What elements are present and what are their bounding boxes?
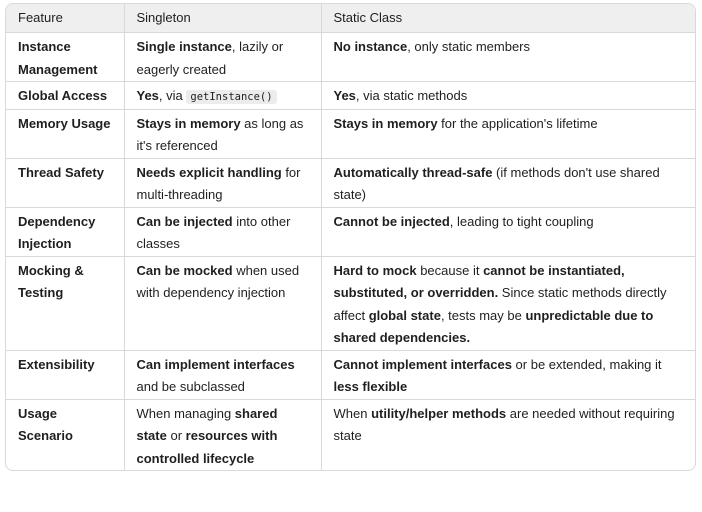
text-segment: for the application's lifetime <box>437 115 598 131</box>
static-class-cell <box>321 256 695 350</box>
text-segment: or <box>166 428 186 443</box>
static-class-cell <box>321 350 695 399</box>
table-row <box>6 350 695 399</box>
feature-cell: Global Access <box>6 82 124 110</box>
singleton-cell <box>124 109 321 158</box>
text-segment: , via <box>158 88 187 103</box>
table-row <box>6 158 695 207</box>
header-row <box>6 4 695 33</box>
code-snippet: getInstance() <box>186 90 276 104</box>
header-singleton: Singleton <box>124 4 321 33</box>
singleton-cell <box>124 256 321 350</box>
singleton-cell <box>124 158 321 207</box>
text-segment: , only static members <box>407 39 531 54</box>
bold-text: utility/helper methods <box>371 405 507 421</box>
table-row <box>6 33 695 82</box>
text-segment: , via static methods <box>355 88 468 103</box>
singleton-cell <box>124 350 321 399</box>
bold-text: Yes <box>333 88 356 103</box>
table-row <box>6 256 695 350</box>
text-segment: When <box>333 405 372 421</box>
singleton-cell <box>124 207 321 256</box>
text-segment: (if methods don't use shared state) <box>333 164 660 202</box>
comparison-table <box>6 4 695 470</box>
comparison-table-container <box>5 3 696 471</box>
bold-text: Stays in memory <box>136 115 241 131</box>
table-body <box>6 33 695 471</box>
text-segment: when used with dependency injection <box>136 262 300 300</box>
table-row <box>6 109 695 158</box>
bold-text: Can be injected <box>136 213 233 229</box>
feature-cell: Dependency Injection <box>6 207 124 256</box>
text-segment: Since static methods directly affect <box>333 285 667 323</box>
static-class-cell <box>321 207 695 256</box>
text-segment: are needed without requiring state <box>333 405 675 443</box>
table-row <box>6 207 695 256</box>
text-segment: When managing <box>136 405 235 421</box>
feature-cell: Usage Scenario <box>18 405 73 443</box>
bold-text: Can be mocked <box>136 262 233 278</box>
bold-text: No instance <box>333 39 408 54</box>
singleton-cell <box>124 33 321 82</box>
text-segment: , tests may be <box>440 307 526 323</box>
bold-text: global state <box>368 307 441 323</box>
text-segment: and be subclassed <box>136 379 245 394</box>
bold-text: resources with controlled lifecycle <box>136 428 278 466</box>
feature-cell: Mocking & Testing <box>6 256 124 350</box>
bold-text: Stays in memory <box>333 115 438 131</box>
table-header <box>6 4 695 33</box>
text-segment: because it <box>416 262 484 278</box>
bold-text: Needs explicit handling <box>136 164 282 180</box>
header-feature: Feature <box>6 4 124 33</box>
feature-cell: Instance Management <box>6 33 124 82</box>
bold-text: Automatically thread-safe <box>333 164 493 180</box>
text-segment: or be extended, making it <box>511 356 662 372</box>
bold-text: Hard to mock <box>333 262 417 278</box>
bold-text: Single instance <box>136 39 232 54</box>
bold-text: Cannot implement interfaces <box>333 356 512 372</box>
singleton-cell <box>124 399 321 470</box>
text-segment: into other classes <box>136 213 291 251</box>
feature-cell: Extensibility <box>6 350 124 399</box>
table-row <box>6 82 695 110</box>
header-static-class: Static Class <box>321 4 695 33</box>
bold-text: shared state <box>136 405 278 443</box>
static-class-cell <box>321 399 695 470</box>
bold-text: Can implement interfaces <box>136 356 295 372</box>
text-segment: for multi-threading <box>136 164 301 202</box>
bold-text: unpredictable due to shared dependencies. <box>333 307 654 345</box>
static-class-cell <box>321 82 695 110</box>
singleton-cell <box>124 82 321 110</box>
static-class-cell <box>321 109 695 158</box>
bold-text: Cannot be injected <box>333 213 450 229</box>
static-class-cell <box>321 158 695 207</box>
feature-cell: Memory Usage <box>6 109 124 158</box>
bold-text: cannot be instantiated, substituted, or overridden. <box>333 262 625 300</box>
table-row <box>6 399 695 470</box>
text-segment: as long as it's referenced <box>136 115 304 153</box>
static-class-cell <box>321 33 695 82</box>
bold-text: less flexible <box>333 379 408 394</box>
bold-text: Yes <box>136 88 159 103</box>
text-segment: , lazily or eagerly created <box>136 39 284 77</box>
feature-cell: Thread Safety <box>6 158 124 207</box>
text-segment: , leading to tight coupling <box>449 213 594 229</box>
